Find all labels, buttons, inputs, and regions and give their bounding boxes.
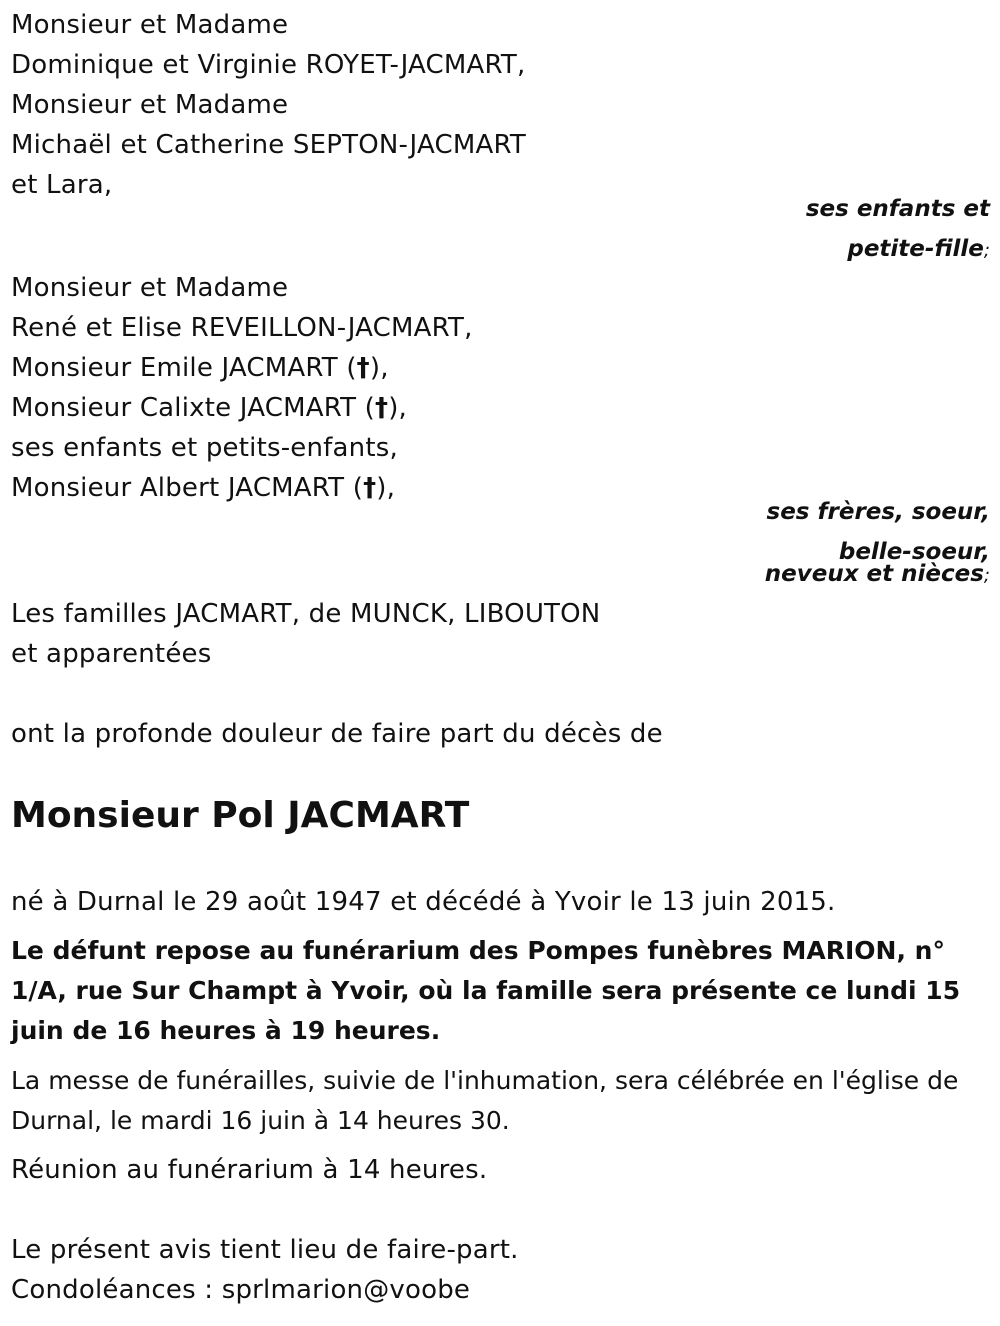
name-text: Monsieur Albert JACMART ( bbox=[11, 473, 364, 503]
relation-siblings bbox=[765, 499, 990, 589]
family-line: Monsieur et Madame bbox=[11, 10, 289, 40]
cross-icon: † bbox=[356, 353, 370, 383]
birth-death: né à Durnal le 29 août 1947 et décédé à Yvoir le 13 juin 2015. bbox=[11, 887, 836, 917]
name-suffix: ), bbox=[388, 393, 407, 423]
family-line-calixte bbox=[11, 388, 407, 428]
relation-line: petite-fille bbox=[847, 236, 984, 262]
relation-children bbox=[806, 196, 990, 264]
relation-line: belle-soeur, bbox=[838, 539, 990, 565]
relation-line-wrap bbox=[765, 561, 990, 589]
relation-line-wrap bbox=[806, 236, 990, 264]
family-line: René et Elise REVEILLON-JACMART, bbox=[11, 313, 473, 343]
cross-icon: † bbox=[374, 393, 389, 423]
funerarium-info: Le défunt repose au funérarium des Pompes funèbres MARION, n° 1/A, rue Sur Champt à Yvoir, où la famille sera présente ce lundi 15 juin de 16 heures à 19 heures. bbox=[11, 936, 961, 1045]
cross-icon: † bbox=[363, 473, 377, 503]
mass-info: La messe de funérailles, suivie de l'inhumation, sera célébrée en l'église de Durnal, le mardi 16 juin à 14 heures 30. bbox=[11, 1066, 959, 1135]
announcement: ont la profonde douleur de faire part du décès de bbox=[11, 719, 663, 749]
family-line: ses enfants et petits-enfants, bbox=[11, 433, 398, 463]
family-line: et apparentées bbox=[11, 639, 212, 669]
family-line: et Lara, bbox=[11, 170, 113, 200]
family-line-emile bbox=[11, 348, 389, 388]
name-text: Monsieur Emile JACMART ( bbox=[11, 353, 357, 383]
family-line: Dominique et Virginie ROYET-JACMART, bbox=[11, 50, 526, 80]
relation-line: ses frères, soeur, bbox=[766, 499, 990, 525]
relation-line: ses enfants et bbox=[805, 196, 990, 222]
relation-punct: ; bbox=[983, 565, 990, 586]
reunion-info: Réunion au funérarium à 14 heures. bbox=[11, 1155, 488, 1185]
notice: Le présent avis tient lieu de faire-part. bbox=[11, 1235, 519, 1265]
relation-punct: ; bbox=[983, 240, 990, 261]
family-line: Les familles JACMART, de MUNCK, LIBOUTON bbox=[11, 599, 601, 629]
name-text: Monsieur Calixte JACMART ( bbox=[11, 393, 375, 423]
deceased-name: Monsieur Pol JACMART bbox=[11, 795, 470, 836]
name-suffix: ), bbox=[369, 353, 389, 383]
condolences: Condoléances : sprlmarion@voobe bbox=[11, 1275, 471, 1305]
family-line: Michaël et Catherine SEPTON-JACMART bbox=[11, 130, 526, 160]
family-line: Monsieur et Madame bbox=[11, 273, 289, 303]
name-suffix: ), bbox=[376, 473, 396, 503]
family-line: Monsieur et Madame bbox=[11, 90, 289, 120]
relation-line: neveux et nièces bbox=[764, 561, 984, 587]
family-line-albert bbox=[11, 468, 395, 508]
